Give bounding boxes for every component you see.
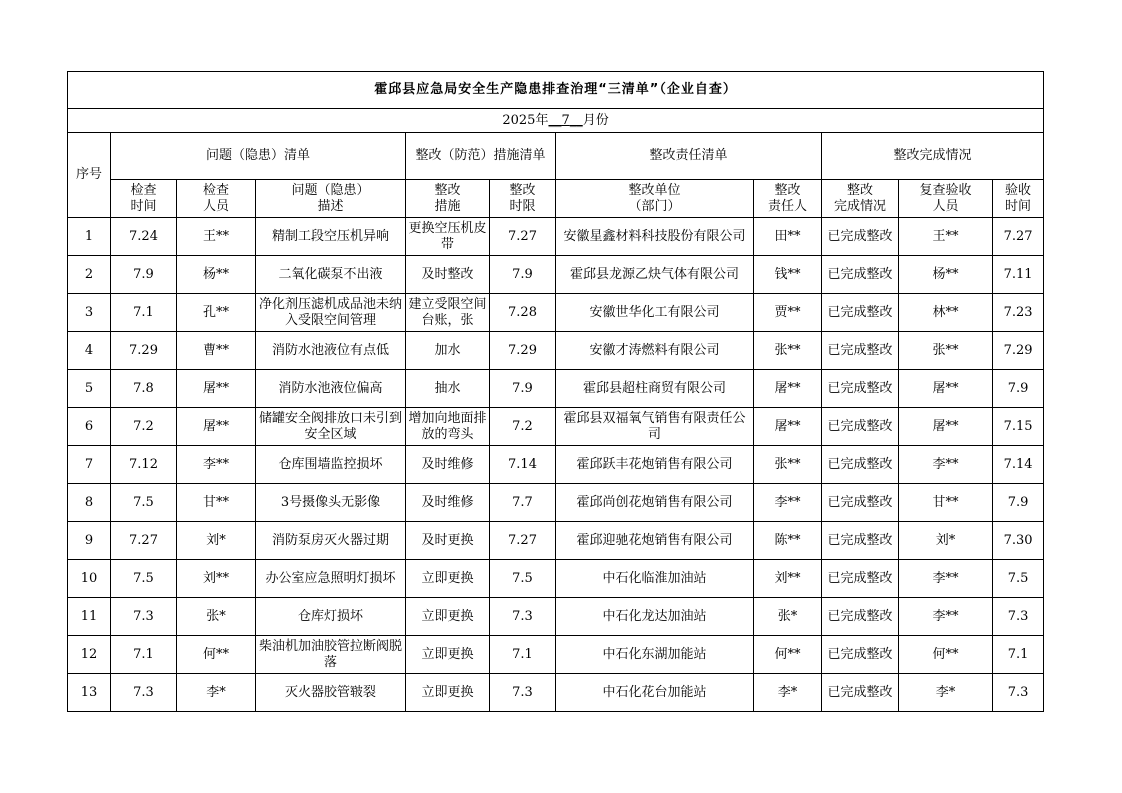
cell-deadline: 7.2 xyxy=(490,408,556,446)
cell-seq: 3 xyxy=(68,294,111,332)
month-value: __7__ xyxy=(548,112,583,128)
cell-unit: 中石化龙达加油站 xyxy=(556,598,754,636)
header-accept-time xyxy=(993,180,1044,218)
month-suffix: 月份 xyxy=(582,112,609,128)
cell-measure: 增加向地面排放的弯头 xyxy=(406,408,490,446)
cell-measure: 立即更换 xyxy=(406,560,490,598)
cell-seq: 5 xyxy=(68,370,111,408)
cell-check-time: 7.9 xyxy=(111,256,177,294)
table-row xyxy=(68,674,1044,712)
cell-check-time: 7.27 xyxy=(111,522,177,560)
cell-deadline: 7.27 xyxy=(490,522,556,560)
header-measure xyxy=(406,180,490,218)
header-line: 整改单位 xyxy=(628,182,681,198)
header-line: 人员 xyxy=(202,198,229,214)
cell-seq: 13 xyxy=(68,674,111,712)
cell-reviewer: 屠** xyxy=(899,370,993,408)
cell-accept-time: 7.23 xyxy=(993,294,1044,332)
cell-inspector: 何** xyxy=(177,636,256,674)
table-row xyxy=(68,484,1044,522)
cell-check-time: 7.5 xyxy=(111,484,177,522)
cell-deadline: 7.9 xyxy=(490,370,556,408)
cell-inspector: 屠** xyxy=(177,408,256,446)
cell-check-time: 7.5 xyxy=(111,560,177,598)
cell-status: 已完成整改 xyxy=(822,370,899,408)
cell-accept-time: 7.1 xyxy=(993,636,1044,674)
cell-unit: 中石化花台加能站 xyxy=(556,674,754,712)
cell-status: 已完成整改 xyxy=(822,294,899,332)
cell-deadline: 7.28 xyxy=(490,294,556,332)
cell-unit: 中石化临淮加油站 xyxy=(556,560,754,598)
cell-check-time: 7.1 xyxy=(111,294,177,332)
header-line: 问题（隐患） xyxy=(291,182,370,198)
cell-deadline: 7.5 xyxy=(490,560,556,598)
cell-accept-time: 7.3 xyxy=(993,598,1044,636)
cell-description: 二氧化碳泵不出液 xyxy=(256,256,406,294)
cell-seq: 7 xyxy=(68,446,111,484)
table-row xyxy=(68,294,1044,332)
cell-person: 何** xyxy=(754,636,822,674)
header-check-time xyxy=(111,180,177,218)
cell-check-time: 7.29 xyxy=(111,332,177,370)
cell-seq: 10 xyxy=(68,560,111,598)
cell-measure: 及时更换 xyxy=(406,522,490,560)
cell-inspector: 孔** xyxy=(177,294,256,332)
cell-description: 3号摄像头无影像 xyxy=(256,484,406,522)
cell-person: 田** xyxy=(754,218,822,256)
cell-measure: 立即更换 xyxy=(406,636,490,674)
header-line: 描述 xyxy=(317,198,344,214)
cell-status: 已完成整改 xyxy=(822,446,899,484)
cell-reviewer: 甘** xyxy=(899,484,993,522)
header-line: 完成情况 xyxy=(833,198,886,214)
header-line: 措施 xyxy=(434,198,461,214)
cell-status: 已完成整改 xyxy=(822,332,899,370)
cell-unit: 霍邱县超柱商贸有限公司 xyxy=(556,370,754,408)
cell-status: 已完成整改 xyxy=(822,256,899,294)
cell-person: 钱** xyxy=(754,256,822,294)
cell-description: 仓库灯损坏 xyxy=(256,598,406,636)
header-reviewer xyxy=(899,180,993,218)
cell-seq: 12 xyxy=(68,636,111,674)
cell-check-time: 7.8 xyxy=(111,370,177,408)
cell-measure: 立即更换 xyxy=(406,598,490,636)
header-responsibility-group: 整改责任清单 xyxy=(556,133,822,180)
cell-accept-time: 7.3 xyxy=(993,674,1044,712)
cell-reviewer: 张** xyxy=(899,332,993,370)
cell-measure: 加水 xyxy=(406,332,490,370)
header-seq: 序号 xyxy=(68,133,111,218)
cell-reviewer: 屠** xyxy=(899,408,993,446)
cell-check-time: 7.12 xyxy=(111,446,177,484)
cell-measure: 建立受限空间台账，张 xyxy=(406,294,490,332)
header-line: 整改 xyxy=(434,182,461,198)
cell-person: 张** xyxy=(754,446,822,484)
cell-deadline: 7.27 xyxy=(490,218,556,256)
header-line: 整改 xyxy=(774,182,801,198)
cell-unit: 中石化东湖加能站 xyxy=(556,636,754,674)
cell-reviewer: 何** xyxy=(899,636,993,674)
cell-seq: 2 xyxy=(68,256,111,294)
cell-accept-time: 7.9 xyxy=(993,484,1044,522)
cell-status: 已完成整改 xyxy=(822,598,899,636)
table-row xyxy=(68,256,1044,294)
cell-seq: 1 xyxy=(68,218,111,256)
cell-unit: 霍邱迎驰花炮销售有限公司 xyxy=(556,522,754,560)
cell-accept-time: 7.9 xyxy=(993,370,1044,408)
cell-unit: 霍邱跃丰花炮销售有限公司 xyxy=(556,446,754,484)
cell-check-time: 7.3 xyxy=(111,598,177,636)
table-row xyxy=(68,408,1044,446)
header-description xyxy=(256,180,406,218)
header-line: 验收 xyxy=(1005,182,1032,198)
header-status xyxy=(822,180,899,218)
header-line: 整改 xyxy=(846,182,873,198)
table-row xyxy=(68,522,1044,560)
cell-description: 灭火器胶管皲裂 xyxy=(256,674,406,712)
cell-inspector: 甘** xyxy=(177,484,256,522)
cell-status: 已完成整改 xyxy=(822,674,899,712)
cell-description: 消防泵房灭火器过期 xyxy=(256,522,406,560)
cell-seq: 11 xyxy=(68,598,111,636)
cell-reviewer: 杨** xyxy=(899,256,993,294)
cell-seq: 4 xyxy=(68,332,111,370)
header-deadline xyxy=(490,180,556,218)
cell-person: 陈** xyxy=(754,522,822,560)
cell-description: 办公室应急照明灯损坏 xyxy=(256,560,406,598)
header-problem-group: 问题（隐患）清单 xyxy=(111,133,406,180)
cell-inspector: 刘** xyxy=(177,560,256,598)
cell-deadline: 7.14 xyxy=(490,446,556,484)
cell-reviewer: 王** xyxy=(899,218,993,256)
cell-inspector: 张* xyxy=(177,598,256,636)
cell-check-time: 7.1 xyxy=(111,636,177,674)
cell-unit: 霍邱县双福氧气销售有限责任公司 xyxy=(556,408,754,446)
cell-seq: 9 xyxy=(68,522,111,560)
cell-description: 仓库围墙监控损坏 xyxy=(256,446,406,484)
table-row xyxy=(68,446,1044,484)
header-line: 时间 xyxy=(130,198,157,214)
cell-reviewer: 李* xyxy=(899,674,993,712)
cell-status: 已完成整改 xyxy=(822,522,899,560)
cell-deadline: 7.7 xyxy=(490,484,556,522)
cell-seq: 8 xyxy=(68,484,111,522)
cell-deadline: 7.1 xyxy=(490,636,556,674)
cell-person: 屠** xyxy=(754,408,822,446)
cell-deadline: 7.29 xyxy=(490,332,556,370)
cell-inspector: 王** xyxy=(177,218,256,256)
cell-measure: 及时维修 xyxy=(406,484,490,522)
table-row xyxy=(68,332,1044,370)
table-row xyxy=(68,370,1044,408)
cell-description: 消防水池液位有点低 xyxy=(256,332,406,370)
cell-accept-time: 7.30 xyxy=(993,522,1044,560)
cell-description: 精制工段空压机异响 xyxy=(256,218,406,256)
month-prefix: 2025年 xyxy=(502,112,549,128)
table-row xyxy=(68,636,1044,674)
cell-description: 净化剂压滤机成品池未纳入受限空间管理 xyxy=(256,294,406,332)
header-line: 责任人 xyxy=(767,198,807,214)
cell-check-time: 7.2 xyxy=(111,408,177,446)
month-line xyxy=(68,109,1044,133)
cell-accept-time: 7.14 xyxy=(993,446,1044,484)
cell-measure: 抽水 xyxy=(406,370,490,408)
cell-reviewer: 李** xyxy=(899,560,993,598)
header-measure-group: 整改（防范）措施清单 xyxy=(406,133,556,180)
cell-person: 张* xyxy=(754,598,822,636)
table-row xyxy=(68,560,1044,598)
cell-unit: 霍邱尚创花炮销售有限公司 xyxy=(556,484,754,522)
cell-measure: 更换空压机皮带 xyxy=(406,218,490,256)
cell-deadline: 7.9 xyxy=(490,256,556,294)
hazard-checklist-table xyxy=(67,71,1044,712)
cell-unit: 安徽星鑫材料科技股份有限公司 xyxy=(556,218,754,256)
header-line: （部门） xyxy=(628,198,681,214)
cell-accept-time: 7.29 xyxy=(993,332,1044,370)
cell-description: 消防水池液位偏高 xyxy=(256,370,406,408)
header-line: 整改 xyxy=(509,182,536,198)
cell-person: 贾** xyxy=(754,294,822,332)
cell-measure: 及时整改 xyxy=(406,256,490,294)
cell-description: 柴油机加油胶管拉断阀脱落 xyxy=(256,636,406,674)
cell-inspector: 李* xyxy=(177,674,256,712)
cell-check-time: 7.3 xyxy=(111,674,177,712)
header-inspector xyxy=(177,180,256,218)
header-unit xyxy=(556,180,754,218)
cell-inspector: 曹** xyxy=(177,332,256,370)
cell-reviewer: 李** xyxy=(899,598,993,636)
cell-accept-time: 7.15 xyxy=(993,408,1044,446)
cell-inspector: 屠** xyxy=(177,370,256,408)
cell-person: 李** xyxy=(754,484,822,522)
cell-unit: 霍邱县龙源乙炔气体有限公司 xyxy=(556,256,754,294)
cell-seq: 6 xyxy=(68,408,111,446)
cell-inspector: 杨** xyxy=(177,256,256,294)
header-line: 检查 xyxy=(202,182,229,198)
header-line: 检查 xyxy=(130,182,157,198)
cell-person: 李* xyxy=(754,674,822,712)
header-completion-group: 整改完成情况 xyxy=(822,133,1044,180)
cell-inspector: 刘* xyxy=(177,522,256,560)
cell-status: 已完成整改 xyxy=(822,484,899,522)
cell-person: 刘** xyxy=(754,560,822,598)
cell-check-time: 7.24 xyxy=(111,218,177,256)
page-title: 霍邱县应急局安全生产隐患排查治理“三清单”（企业自查） xyxy=(68,72,1044,109)
cell-accept-time: 7.5 xyxy=(993,560,1044,598)
table-row xyxy=(68,598,1044,636)
cell-deadline: 7.3 xyxy=(490,674,556,712)
cell-unit: 安徽才涛燃料有限公司 xyxy=(556,332,754,370)
cell-accept-time: 7.27 xyxy=(993,218,1044,256)
cell-status: 已完成整改 xyxy=(822,560,899,598)
cell-reviewer: 刘* xyxy=(899,522,993,560)
cell-description: 储罐安全阀排放口未引到安全区域 xyxy=(256,408,406,446)
cell-status: 已完成整改 xyxy=(822,408,899,446)
cell-accept-time: 7.11 xyxy=(993,256,1044,294)
cell-inspector: 李** xyxy=(177,446,256,484)
header-line: 时间 xyxy=(1005,198,1032,214)
cell-reviewer: 李** xyxy=(899,446,993,484)
cell-reviewer: 林** xyxy=(899,294,993,332)
cell-status: 已完成整改 xyxy=(822,636,899,674)
cell-unit: 安徽世华化工有限公司 xyxy=(556,294,754,332)
cell-person: 屠** xyxy=(754,370,822,408)
cell-measure: 立即更换 xyxy=(406,674,490,712)
header-line: 时限 xyxy=(509,198,536,214)
cell-person: 张** xyxy=(754,332,822,370)
cell-measure: 及时维修 xyxy=(406,446,490,484)
header-line: 复查验收 xyxy=(919,182,972,198)
header-line: 人员 xyxy=(932,198,959,214)
table-row xyxy=(68,218,1044,256)
month-number: 7 xyxy=(561,112,570,128)
header-person xyxy=(754,180,822,218)
cell-status: 已完成整改 xyxy=(822,218,899,256)
cell-deadline: 7.3 xyxy=(490,598,556,636)
